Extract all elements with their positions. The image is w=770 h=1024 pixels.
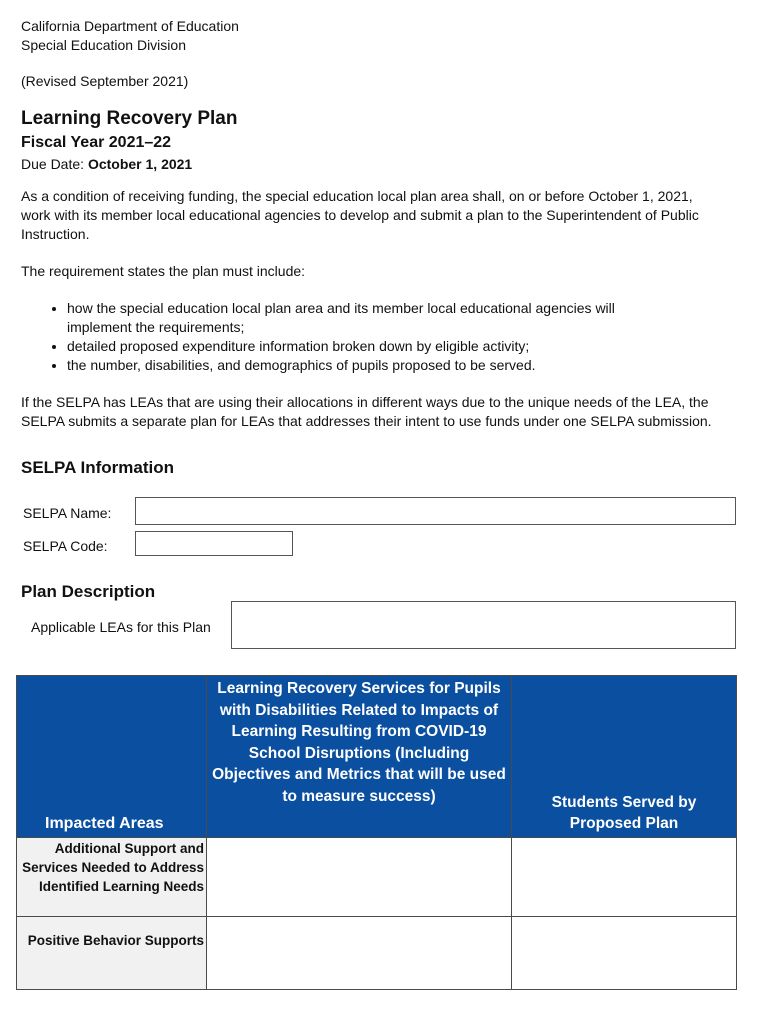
- selpa-name-input[interactable]: [135, 497, 736, 525]
- division-name: Special Education Division: [21, 37, 186, 53]
- requirement-list: [20, 299, 680, 375]
- services-cell[interactable]: [207, 917, 512, 990]
- students-served-cell[interactable]: [512, 917, 737, 990]
- table-header-row: [17, 676, 737, 838]
- selpa-info-heading: SELPA Information: [21, 458, 174, 477]
- services-cell[interactable]: [207, 838, 512, 917]
- selpa-code-label: SELPA Code:: [23, 538, 108, 554]
- due-date: [21, 155, 192, 174]
- selpa-code-input[interactable]: [135, 531, 293, 556]
- plan-table: [16, 675, 737, 990]
- learning-recovery-services-header: Learning Recovery Services for Pupils with Disabilities Related to Impacts of Learning Resulting from COVID-19 School Disruptions (Including Objectives and Metrics that will be used to measure success): [207, 676, 512, 838]
- requirement-item: • how the special education local plan area and its member local educational agencies will implement the requirements;: [67, 299, 680, 337]
- department-name: California Department of Education: [21, 18, 239, 34]
- selpa-name-label: SELPA Name:: [23, 505, 112, 521]
- requirement-list-wrap: [20, 299, 680, 375]
- impacted-area-cell: Additional Support and Services Needed to Address Identified Learning Needs: [17, 838, 207, 917]
- applicable-leas-label: Applicable LEAs for this Plan: [31, 619, 211, 635]
- due-date-label: Due Date:: [21, 156, 88, 172]
- applicable-leas-input[interactable]: [231, 601, 736, 649]
- revision-note: (Revised September 2021): [21, 73, 189, 89]
- requirement-item: • the number, disabilities, and demographics of pupils proposed to be served.: [67, 356, 680, 375]
- table-row: [17, 917, 737, 990]
- requirement-item: • detailed proposed expenditure information broken down by eligible activity;: [67, 337, 680, 356]
- impacted-areas-header: Impacted Areas: [17, 676, 207, 838]
- selpa-note: If the SELPA has LEAs that are using their allocations in different ways due to the unique needs of the LEA, the SELPA submits a separate plan for LEAs that addresses their intent to use funds under one SELPA submission.: [21, 394, 712, 429]
- document-title: Learning Recovery Plan: [21, 108, 238, 129]
- table-row: [17, 838, 737, 917]
- requirement-lead: The requirement states the plan must include:: [21, 263, 306, 279]
- students-served-cell[interactable]: [512, 838, 737, 917]
- plan-description-heading: Plan Description: [21, 582, 156, 601]
- due-date-value: October 1, 2021: [87, 156, 193, 172]
- intro-paragraph: As a condition of receiving funding, the special education local plan area shall, on or before October 1, 2021, work with its member local educational agencies to develop and submit a plan to the Superintendent of Public Instruction.: [21, 188, 699, 242]
- fiscal-year: Fiscal Year 2021–22: [21, 134, 172, 151]
- students-served-header: Students Served by Proposed Plan: [512, 676, 737, 838]
- impacted-area-cell: Positive Behavior Supports: [17, 917, 207, 990]
